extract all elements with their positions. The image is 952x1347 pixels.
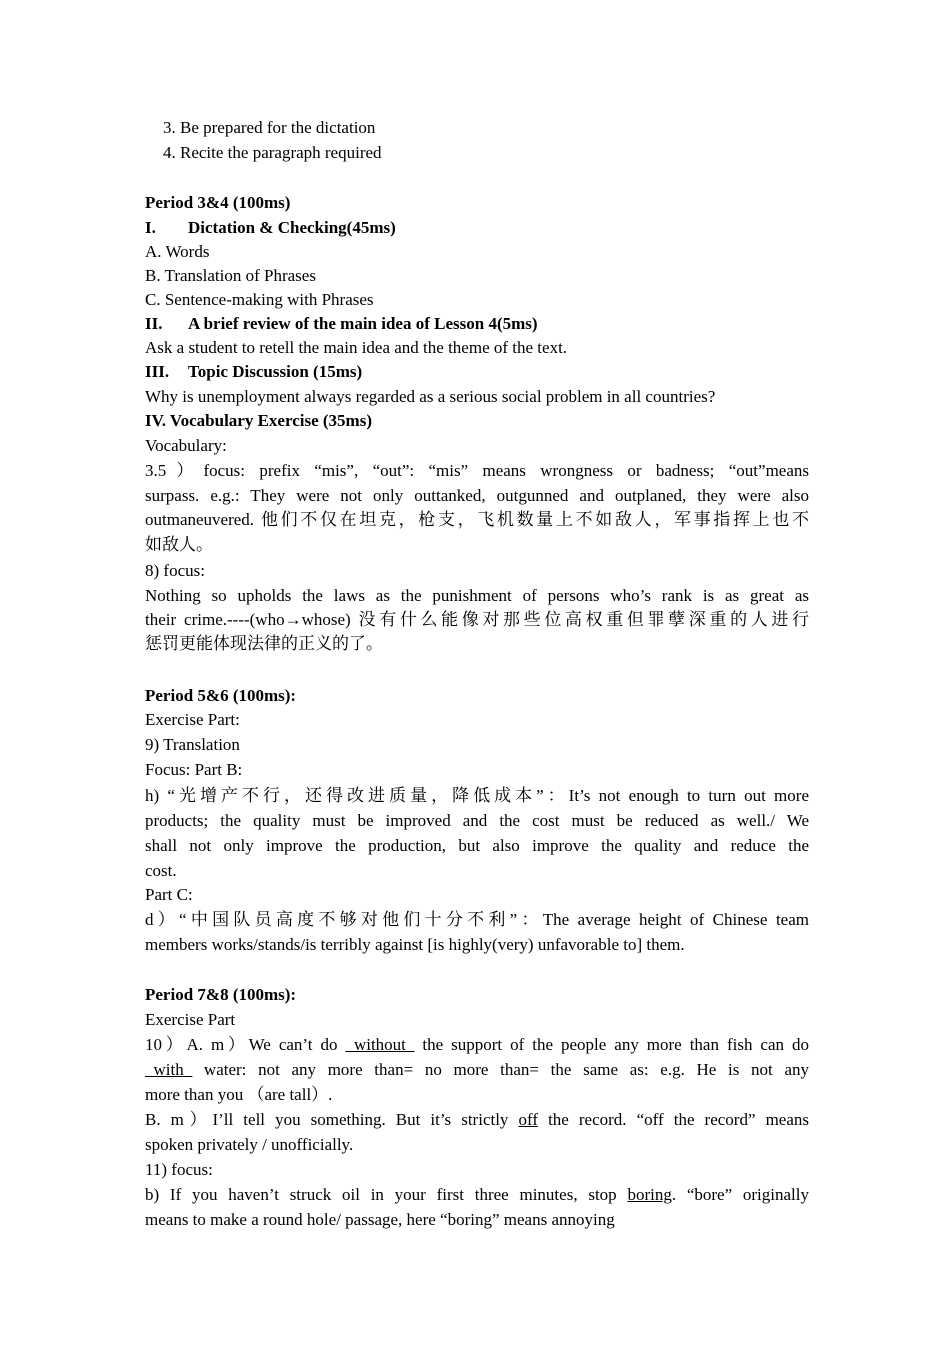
paragraph-line: Vocabulary: — [145, 436, 227, 455]
paragraph-line: outmaneuvered. 他们不仅在坦克，枪支，飞机数量上不如敌人，军事指挥上也不 — [145, 510, 809, 529]
list-item: B. Translation of Phrases — [145, 266, 316, 285]
text-run: water: not any more than= no more than= the same as: e.g. He is not any — [192, 1060, 809, 1079]
paragraph-line: Exercise Part — [145, 1010, 236, 1029]
paragraph-line: more than you （are tall）. — [145, 1085, 333, 1104]
paragraph-line: Why is unemployment always regarded as a serious social problem in all countries? — [145, 387, 716, 406]
list-item: A. Words — [145, 242, 210, 261]
paragraph-line — [145, 1059, 809, 1081]
text-run: 10）A. m）We can’t do — [145, 1035, 346, 1054]
paragraph-line: spoken privately / unofficially. — [145, 1135, 354, 1154]
paragraph-line: means to make a round hole/ passage, here “boring” means annoying — [145, 1210, 615, 1229]
paragraph-line: 惩罚更能体现法律的正义的了。 — [145, 634, 383, 653]
underlined-answer: off — [518, 1110, 539, 1129]
paragraph-line — [145, 1034, 809, 1056]
underlined-answer: boring — [627, 1185, 672, 1204]
text-run: . “bore” originally — [671, 1185, 809, 1204]
text-run: b) If you haven’t struck oil in your first three minutes, stop — [145, 1185, 628, 1204]
section-heading — [145, 361, 809, 383]
section-heading — [145, 217, 809, 239]
paragraph-line: Nothing so upholds the laws as the punishment of persons who’s rank is as great as — [145, 586, 809, 605]
paragraph-line: members works/stands/is terribly against [is highly(very) unfavorable to] them. — [145, 935, 685, 954]
paragraph-line: Part C: — [145, 885, 193, 904]
homework-item: 4. Recite the paragraph required — [163, 143, 382, 162]
paragraph-line: 如敌人。 — [145, 535, 213, 554]
paragraph-line: Focus: Part B: — [145, 760, 243, 779]
paragraph-line: Exercise Part: — [145, 710, 240, 729]
text-run: the support of the people any more than fish can do — [414, 1035, 809, 1054]
homework-item: 3. Be prepared for the dictation — [163, 118, 376, 137]
paragraph-line: surpass. e.g.: They were not only outtanked, outgunned and outplaned, they were also — [145, 486, 809, 505]
paragraph-line: shall not only improve the production, but also improve the quality and reduce the — [145, 836, 809, 855]
paragraph-line: cost. — [145, 861, 177, 880]
section-title: A brief review of the main idea of Lesson 4(5ms) — [188, 314, 538, 333]
section-number: II. — [145, 314, 163, 333]
text-run: the record. “off the record” means — [538, 1110, 809, 1129]
paragraph-line: 3.5）focus: prefix “mis”, “out”: “mis” means wrongness or badness; “out”means — [145, 461, 809, 480]
text-run: B. m）I’ll tell you something. But it’s strictly — [145, 1110, 519, 1129]
paragraph-line — [145, 1109, 809, 1131]
paragraph-line: their crime.----(who→whose) 没有什么能像对那些位高权重但罪孽深重的人进行 — [145, 610, 809, 629]
paragraph-line: 8) focus: — [145, 561, 205, 580]
list-item: C. Sentence-making with Phrases — [145, 290, 374, 309]
paragraph-line: h) “光增产不行，还得改进质量，降低成本”：It’s not enough to turn out more — [145, 786, 809, 805]
section-heading — [145, 313, 809, 335]
section-heading: IV. Vocabulary Exercise (35ms) — [145, 411, 372, 430]
period-heading: Period 5&6 (100ms): — [145, 686, 297, 705]
paragraph-line: products; the quality must be improved and the cost must be reduced as well./ We — [145, 811, 809, 830]
section-title: Dictation & Checking(45ms) — [188, 218, 396, 237]
section-number: I. — [145, 218, 156, 237]
period-heading: Period 7&8 (100ms): — [145, 985, 297, 1004]
section-title: Topic Discussion (15ms) — [188, 362, 363, 381]
period-heading: Period 3&4 (100ms) — [145, 193, 291, 212]
underlined-answer: _without_ — [345, 1035, 415, 1054]
paragraph-line: 11) focus: — [145, 1160, 213, 1179]
paragraph-line: 9) Translation — [145, 735, 240, 754]
paragraph-line: Ask a student to retell the main idea and the theme of the text. — [145, 338, 568, 357]
paragraph-line — [145, 1184, 809, 1206]
section-number: III. — [145, 362, 170, 381]
underlined-answer: _with_ — [145, 1060, 193, 1079]
paragraph-line: d）“中国队员高度不够对他们十分不利”：The average height of Chinese team — [145, 910, 809, 929]
